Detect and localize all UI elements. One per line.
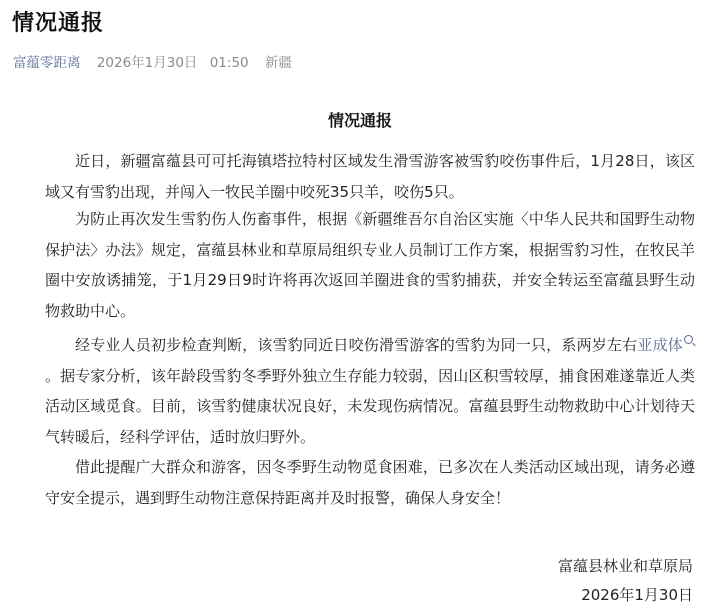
paragraph-3-text-after: 。据专家分析，该年龄段雪豹冬季野外独立生存能力较弱，因山区积雪较厚，捕食困难遂靠近人类活动区域觅食。目前，该雪豹健康状况良好，未发现伤病情况。富蕴县野生动物救助中心计划待天气转暖后，经科学评估，适时放归野外。 <box>45 366 695 446</box>
article-title: 情况通报 <box>12 11 105 36</box>
paragraph-3-text-before: 经专业人员初步检查判断，该雪豹同近日咬伤滑雪游客的雪豹为同一只，系两岁左右 <box>75 336 638 354</box>
paragraph-4: 借此提醒广大群众和游客，因冬季野生动物觅食困难，已多次在人类活动区域出现，请务必遵守安全提示，遇到野生动物注意保持距离并及时报警，确保人身安全！ <box>45 458 695 507</box>
paragraph-1: 近日，新疆富蕴县可可托海镇塔拉特村区域发生滑雪游客被雪豹咬伤事件后，1月28日，该区域又有雪豹出现，并闯入一牧民羊圈中咬死35只羊，咬伤5只。 <box>45 152 695 201</box>
signature-date: 2026年1月30日 <box>581 586 693 604</box>
paragraph-2: 为防止再次发生雪豹伤人伤畜事件，根据《新疆维吾尔自治区实施〈中华人民共和国野生动物保护法〉办法》规定，富蕴县林业和草原局组织专业人员制订工作方案，根据雪豹习性，在牧民羊圈中安放诱捕笼，于1月29日9时许将再次返回羊圈进食的雪豹捕获，并安全转运至富蕴县野生动物救助中心。 <box>45 210 695 320</box>
account-name-link[interactable]: 富蕴零距离 <box>13 55 81 71</box>
publish-date: 2026年1月30日 <box>96 55 198 71</box>
publish-time: 01:50 <box>209 55 249 71</box>
document-heading: 情况通报 <box>327 111 392 130</box>
search-link-subadult[interactable]: 亚成体 <box>637 336 683 354</box>
publish-location: 新疆 <box>264 55 292 71</box>
signature-organization: 富蕴县林业和草原局 <box>557 557 693 575</box>
article-meta <box>13 51 292 71</box>
paragraph-3 <box>45 330 695 452</box>
search-icon[interactable] <box>684 335 693 344</box>
